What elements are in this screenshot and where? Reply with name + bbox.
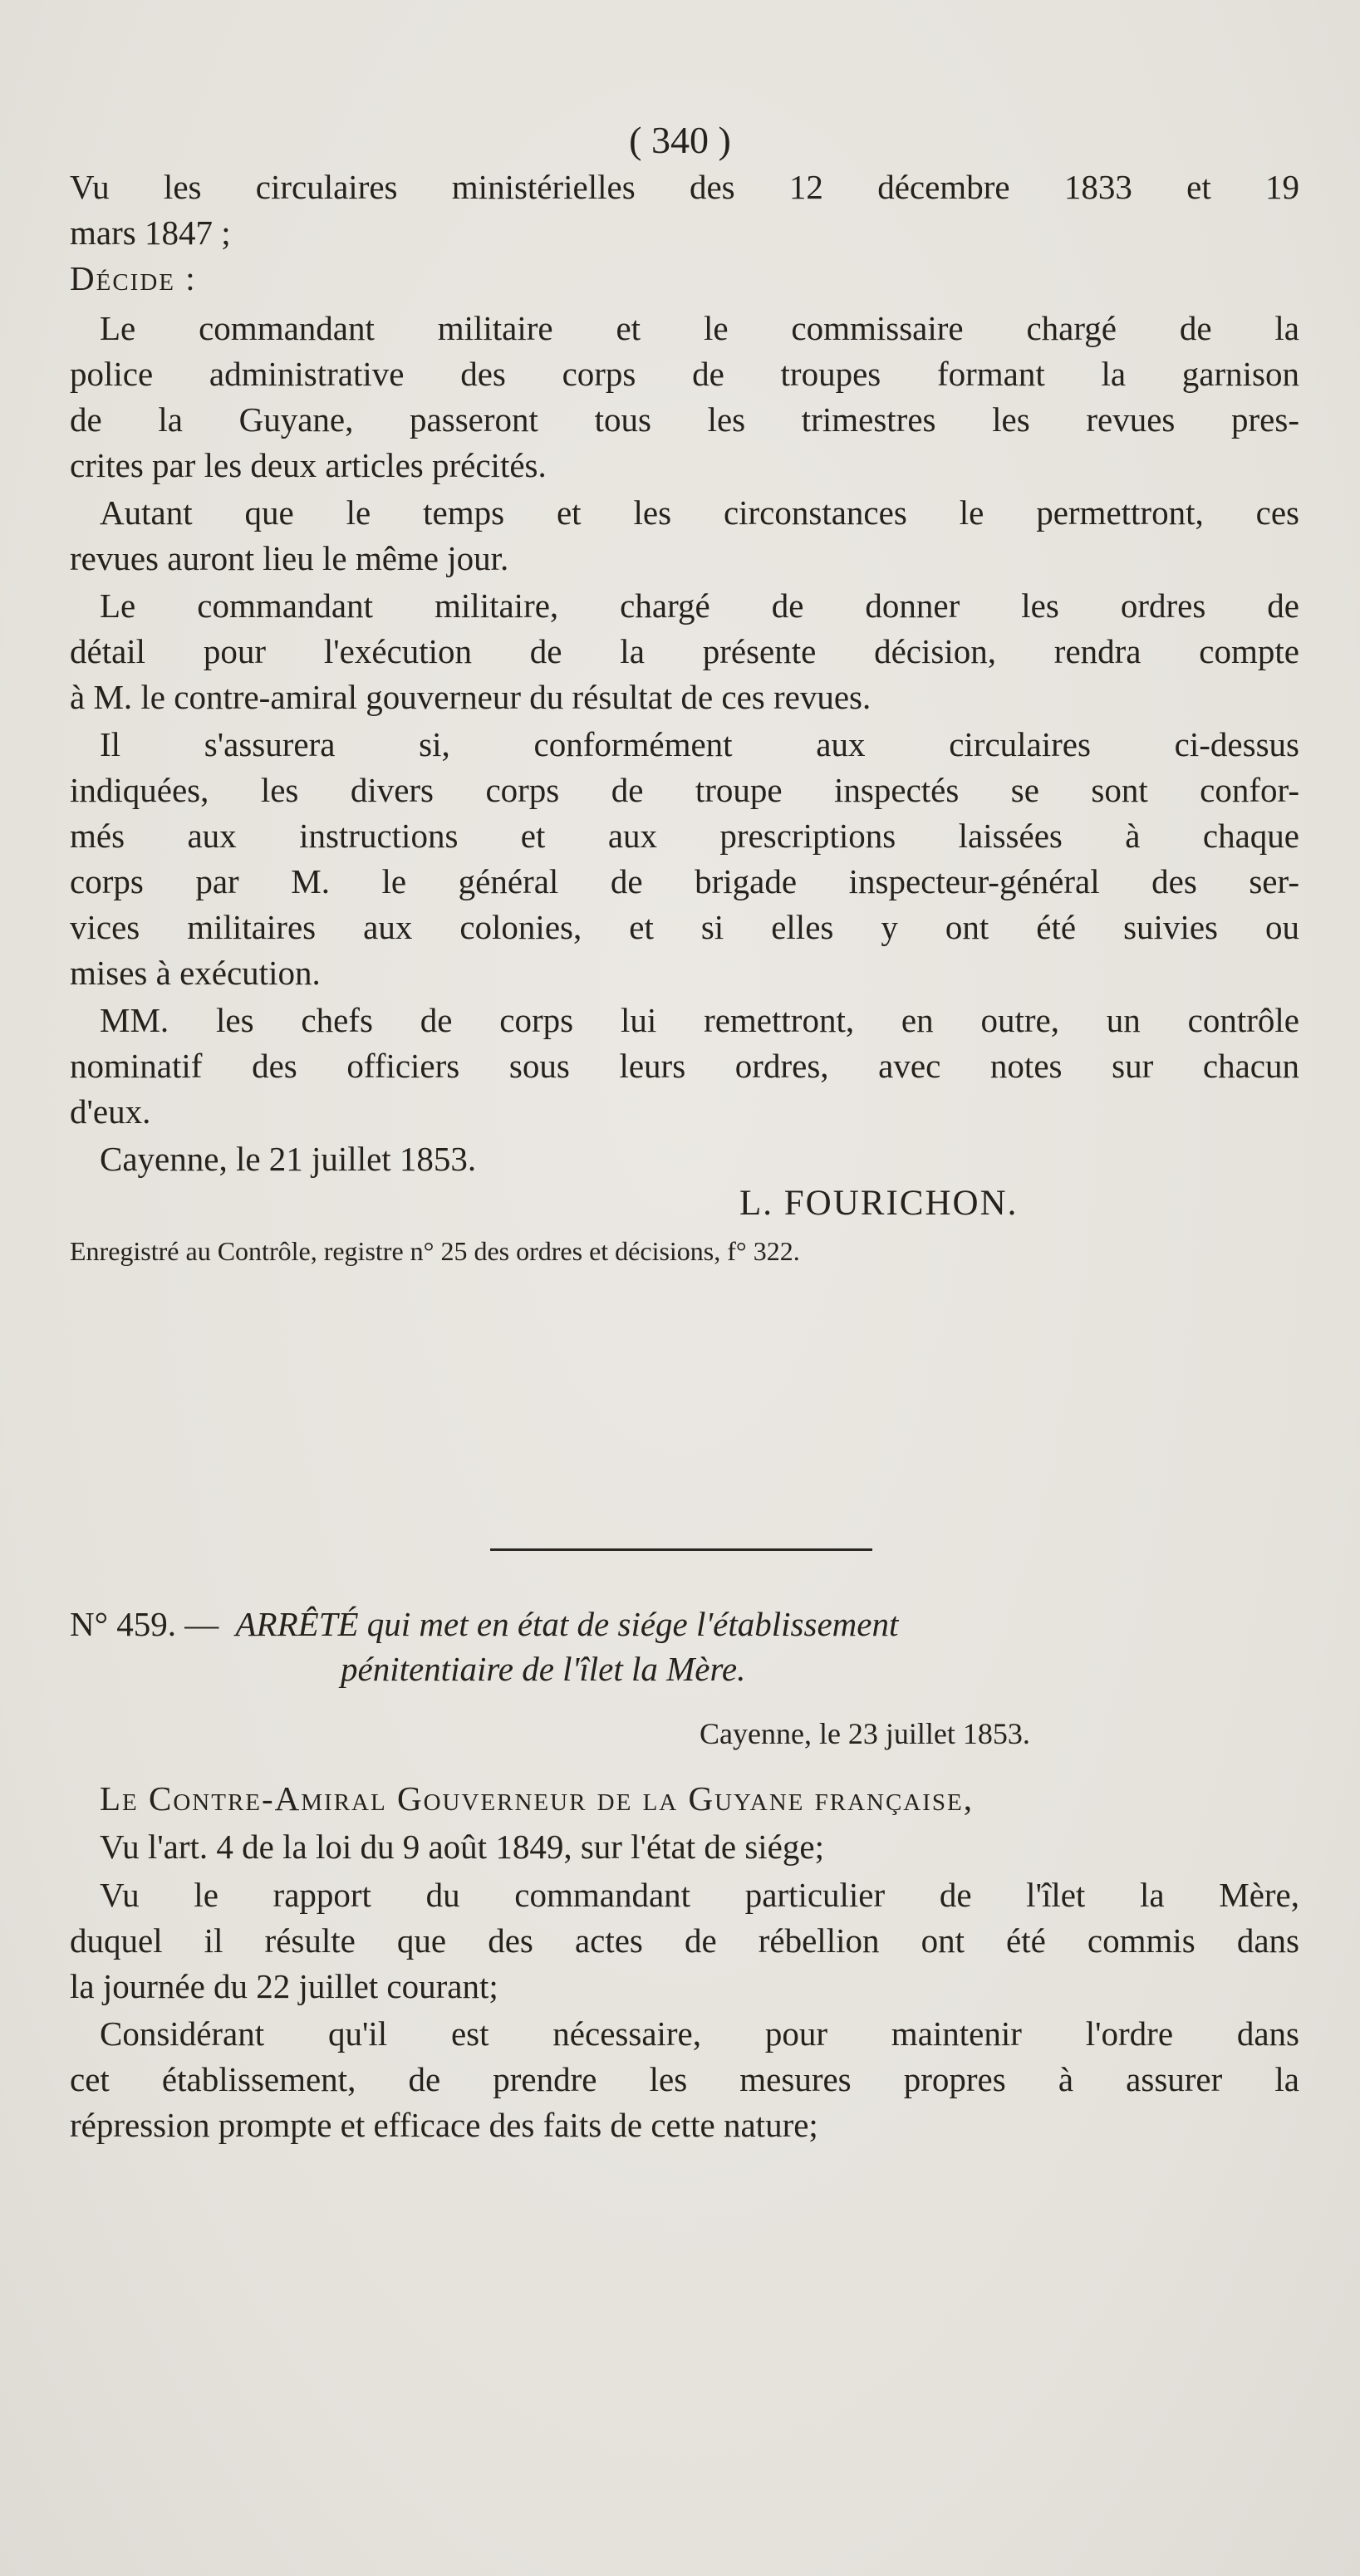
text-line: MM. les chefs de corps lui remettront, en outre, un contrôle — [100, 1001, 1299, 1039]
text-line: Considérant qu'il est nécessaire, pour maintenir l'ordre dans — [100, 2014, 1299, 2053]
text-line: vices militaires aux colonies, et si elles y ont été suivies ou — [70, 908, 1299, 946]
text-line: police administrative des corps de troupes formant la garnison — [70, 355, 1299, 393]
text-line: d'eux. — [70, 1092, 151, 1131]
text-line: à M. le contre-amiral gouverneur du résultat de ces revues. — [70, 678, 871, 716]
arrete-title-line1: ARRÊTÉ qui met en état de siége l'établissement — [235, 1605, 899, 1643]
arrete-title-line2: pénitentiaire de l'îlet la Mère. — [341, 1650, 746, 1688]
text-line: indiquées, les divers corps de troupe inspectés se sont confor- — [70, 771, 1299, 809]
page-number: ( 340 ) — [629, 119, 731, 161]
separator-rule — [490, 1548, 872, 1551]
arrete-place-date: Cayenne, le 23 juillet 1853. — [700, 1717, 1030, 1750]
text-line: més aux instructions et aux prescriptions laissées à chaque — [70, 817, 1299, 855]
text-line: Vu les circulaires ministérielles des 12 décembre 1833 et 19 — [70, 168, 1299, 206]
decide-heading: Décide : — [70, 259, 197, 297]
text-line: Le commandant militaire et le commissaire chargé de la — [100, 309, 1299, 347]
text-line: mises à exécution. — [70, 954, 321, 992]
registration-note: Enregistré au Contrôle, registre n° 25 des ordres et décisions, f° 322. — [70, 1236, 800, 1266]
text-line: Autant que le temps et les circonstances le permettront, ces — [100, 493, 1299, 532]
text-line: Le Contre-Amiral Gouverneur de la Guyane française, — [100, 1779, 974, 1818]
text-line: de la Guyane, passeront tous les trimestres les revues pres- — [70, 400, 1299, 439]
date-line: Cayenne, le 21 juillet 1853. — [100, 1140, 477, 1178]
text-line: mars 1847 ; — [70, 213, 231, 252]
preamble-line — [100, 1776, 1329, 1821]
text-line: nominatif des officiers sous leurs ordres, avec notes sur chacun — [70, 1047, 1299, 1085]
text-line: Vu le rapport du commandant particulier de l'îlet la Mère, — [100, 1876, 1299, 1914]
text-line: crites par les deux articles précités. — [70, 446, 547, 484]
text-line: Vu l'art. 4 de la loi du 9 août 1849, sur l'état de siége; — [100, 1828, 824, 1866]
text-line: répression prompte et efficace des faits de cette nature; — [70, 2106, 818, 2144]
text-line: la journée du 22 juillet courant; — [70, 1967, 498, 2005]
arrete-heading-line1 — [70, 1602, 1299, 1646]
text-line: détail pour l'exécution de la présente décision, rendra compte — [70, 632, 1299, 670]
text-line: corps par M. le général de brigade inspecteur-général des ser- — [70, 862, 1299, 900]
text-line: duquel il résulte que des actes de rébellion ont été commis dans — [70, 1921, 1299, 1960]
arrete-number: N° 459. — — [70, 1605, 219, 1643]
signature: L. FOURICHON. — [739, 1184, 1019, 1223]
text-line: cet établissement, de prendre les mesures propres à assurer la — [70, 2060, 1299, 2098]
text-line: Il s'assurera si, conformément aux circulaires ci-dessus — [100, 725, 1299, 763]
text-line: Le commandant militaire, chargé de donner les ordres de — [100, 586, 1299, 625]
text-line: revues auront lieu le même jour. — [70, 539, 509, 577]
